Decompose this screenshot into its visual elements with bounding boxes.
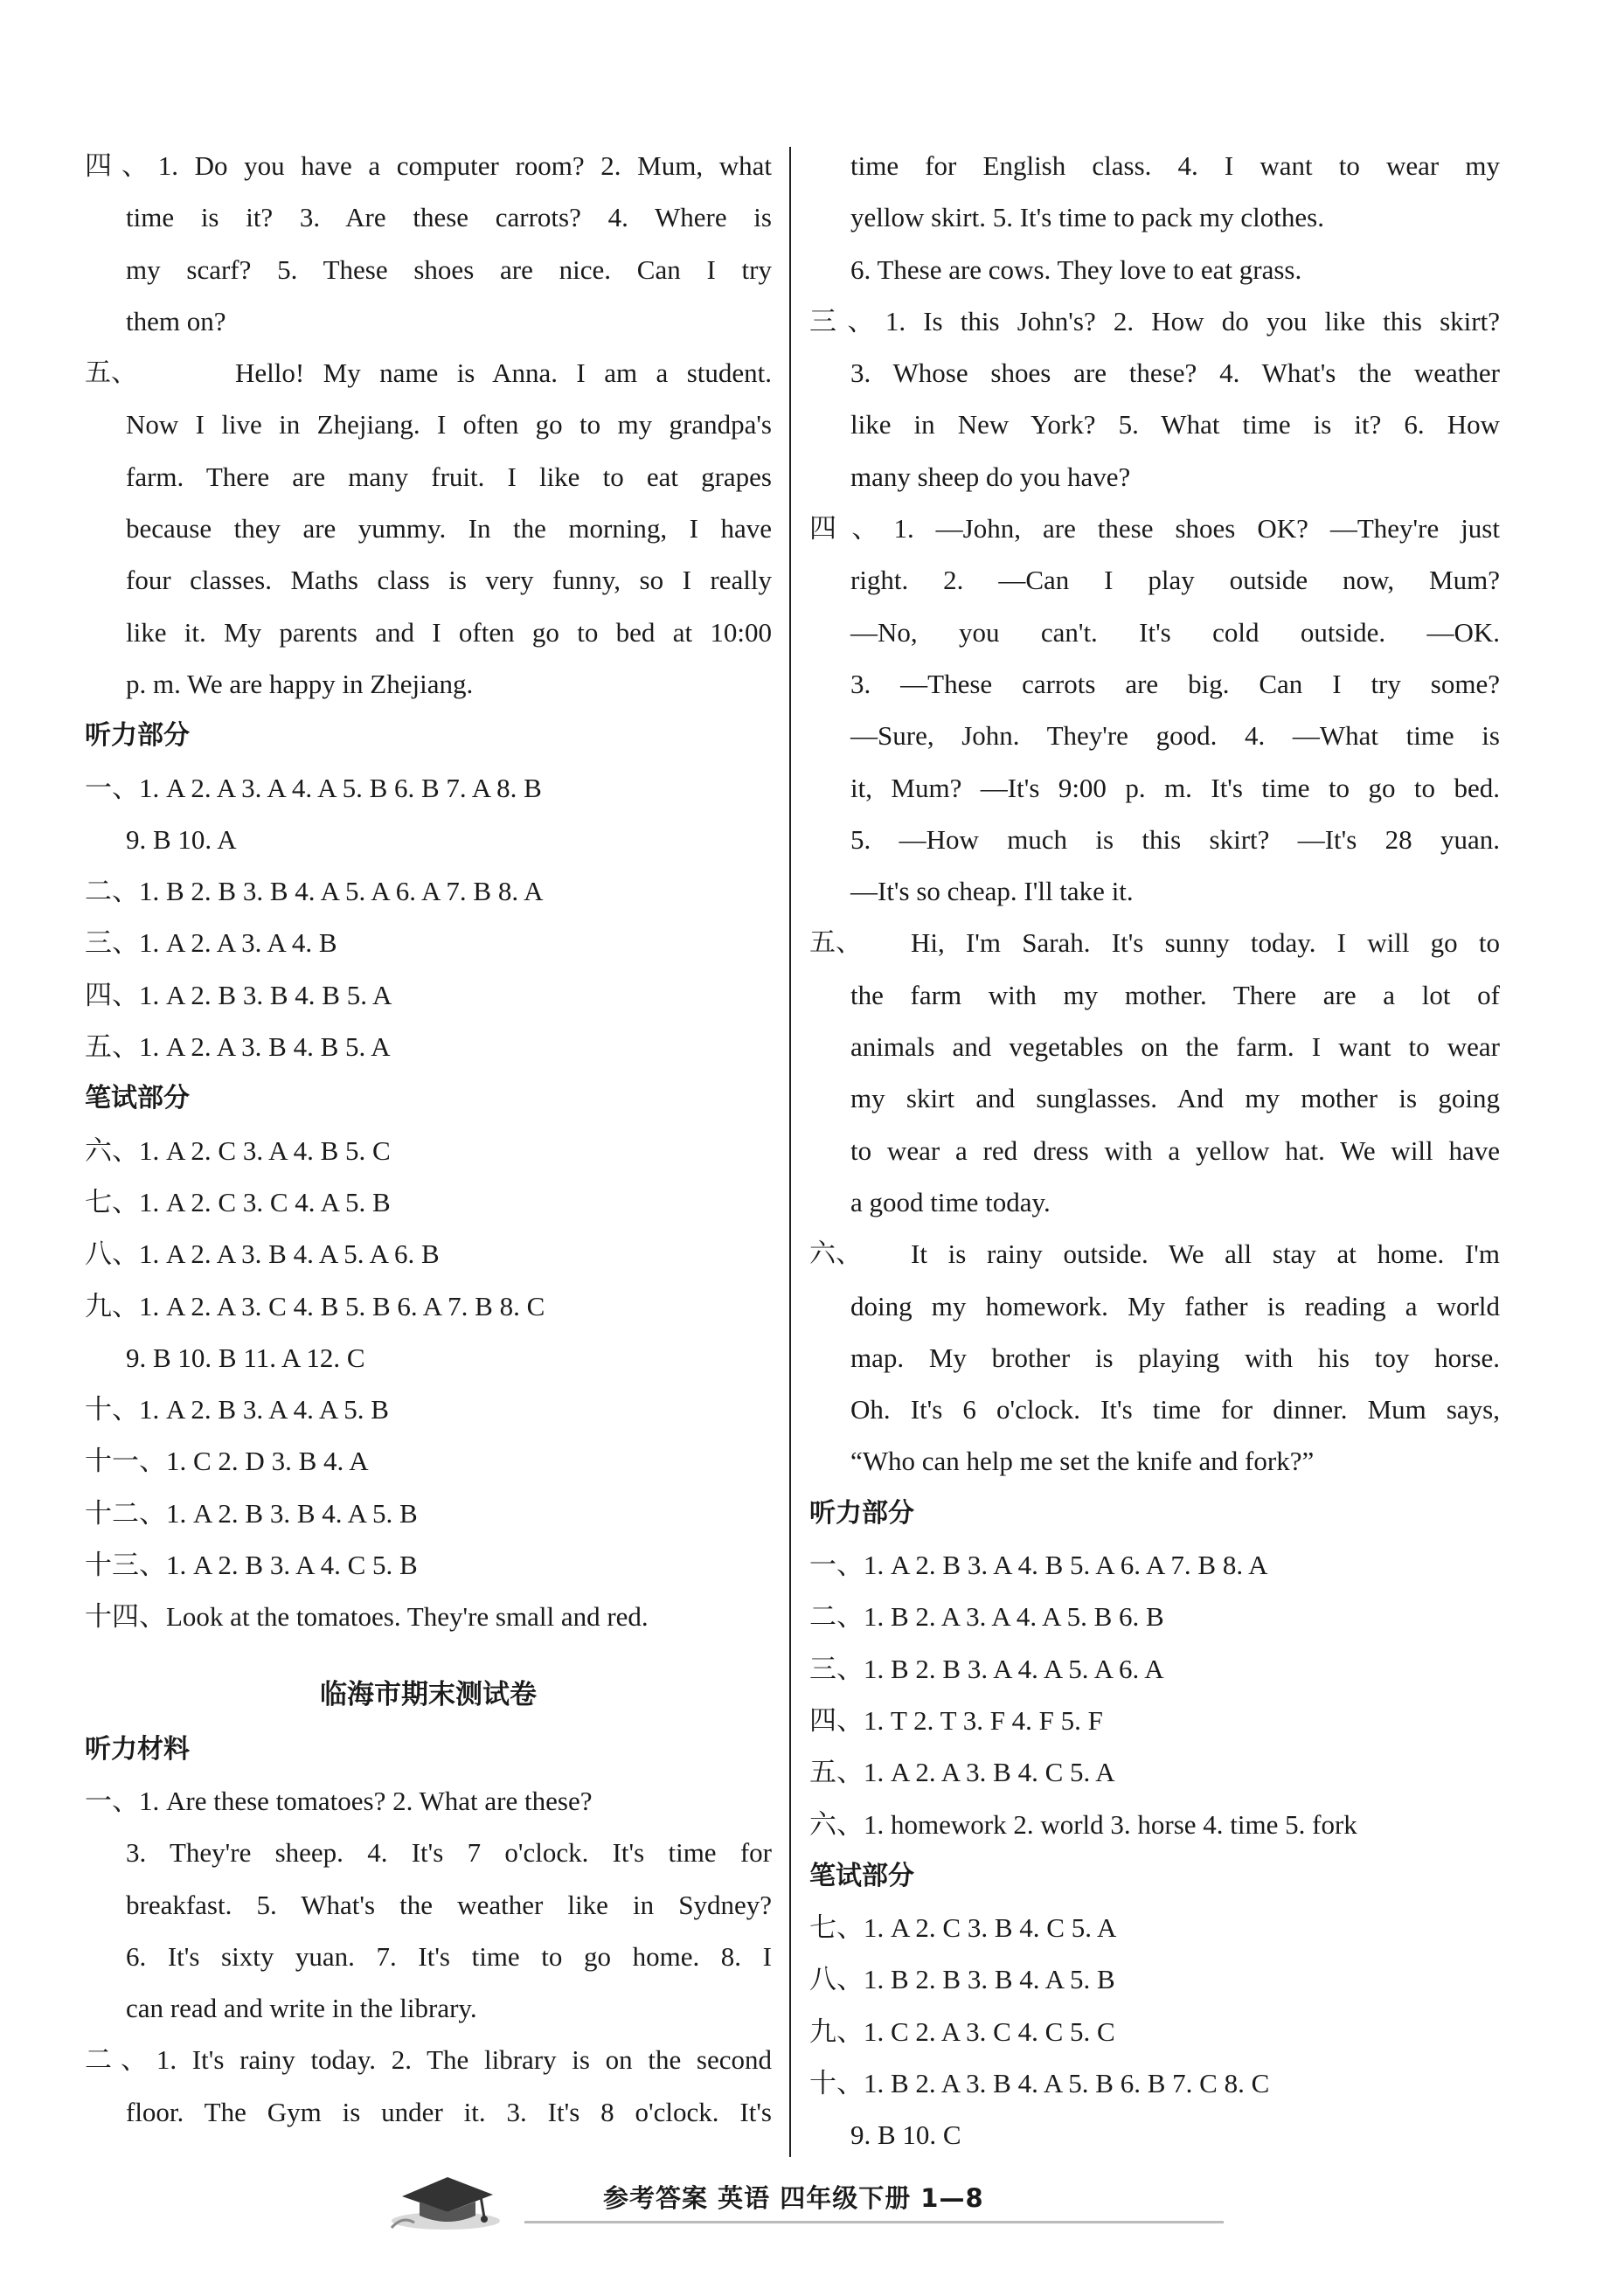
text-line: like in New York? 5. What time is it? 6. How [850,409,1500,440]
answer-line: 十、1. B 2. A 3. B 4. A 5. B 6. B 7. C 8. C [809,2067,1270,2098]
answer-line: 十二、1. A 2. B 3. B 4. A 5. B [85,1497,418,1529]
text-line: to wear a red dress with a yellow hat. We will have [850,1134,1500,1166]
answer-line: 十、1. A 2. B 3. A 4. A 5. B [85,1394,389,1425]
answer-line: 十四、Look at the tomatoes. They're small and red. [85,1601,649,1633]
text-line: 6. These are cows. They love to eat grass. [850,253,1302,285]
text-line: time is it? 3. Are these carrots? 4. Where is [126,202,772,233]
text-line: a good time today. [850,1186,1051,1217]
text-line: animals and vegetables on the farm. I want to wear [850,1031,1500,1063]
answer-line: 八、1. B 2. B 3. B 4. A 5. B [809,1964,1115,1995]
text-line: my skirt and sunglasses. And my mother is going [850,1083,1500,1114]
left-column [85,140,772,2138]
text-line: farm. There are many fruit. I like to eat grapes [126,461,772,492]
answer-line: 一、1. A 2. A 3. A 4. A 5. B 6. B 7. A 8. B [85,772,542,803]
text-line: 6. It's sixty yuan. 7. It's time to go home. 8. I [126,1940,772,1972]
text-line: 5. —How much is this skirt? —It's 28 yuan. [850,823,1500,855]
text-line: the farm with my mother. There are a lot of [850,979,1500,1010]
exam-title: 临海市期末测试卷 [320,1678,537,1710]
text-line: 五、 Hi, I'm Sarah. It's sunny today. I will go to [809,917,1500,968]
text-line: —No, you can't. It's cold outside. —OK. [850,616,1500,648]
text-line: my scarf? 5. These shoes are nice. Can I try [126,253,772,285]
answer-line: 六、1. homework 2. world 3. horse 4. time 5. fork [809,1808,1357,1840]
section-heading: 听力部分 [85,720,190,752]
page-footer [0,2146,1603,2251]
text-line: can read and write in the library. [126,1993,477,2024]
answer-line: 六、1. A 2. C 3. A 4. B 5. C [85,1134,391,1166]
text-line: 3. —These carrots are big. Can I try some? [850,668,1500,699]
answer-line: 二、1. B 2. A 3. A 4. A 5. B 6. B [809,1601,1164,1633]
answer-line: 三、1. B 2. B 3. A 4. A 5. A 6. A [809,1653,1164,1684]
footer-text: 参考答案 英语 四年级下册 1—8 [603,2183,984,2213]
section-heading: 笔试部分 [809,1860,914,1891]
text-line: —It's so cheap. I'll take it. [850,876,1134,907]
answer-line: 八、1. A 2. A 3. B 4. A 5. A 6. B [85,1238,440,1270]
text-line: 四、1. —John, are these shoes OK? —They're just [809,513,1500,545]
text-line: 三、1. Is this John's? 2. How do you like this skirt? [809,305,1500,336]
answer-line: 十三、1. A 2. B 3. A 4. C 5. B [85,1550,418,1581]
answer-line: 三、1. A 2. A 3. A 4. B [85,927,337,959]
section-label: 六、 [809,1238,862,1270]
text-line: time for English class. 4. I want to wear my [850,150,1500,181]
text-line: right. 2. —Can I play outside now, Mum? [850,565,1500,596]
section-label: 五、 [809,927,862,959]
answer-line: 十一、1. C 2. D 3. B 4. A [85,1446,369,1477]
answer-line: 9. B 10. B 11. A 12. C [126,1342,365,1373]
answer-line: 九、1. C 2. A 3. C 4. C 5. C [809,2015,1115,2047]
answer-line: 七、1. A 2. C 3. C 4. A 5. B [85,1186,391,1217]
text-line: Now I live in Zhejiang. I often go to my grandpa's [126,409,772,440]
text-line: many sheep do you have? [850,461,1131,492]
text-line: 四、1. Do you have a computer room? 2. Mum, what [85,150,772,181]
text-line: doing my homework. My father is reading a world [850,1290,1500,1321]
text-line: breakfast. 5. What's the weather like in Sydney? [126,1889,772,1920]
answer-line: 四、1. T 2. T 3. F 4. F 5. F [809,1704,1103,1736]
text-line: 二、1. It's rainy today. 2. The library is on the second [85,2044,772,2076]
text-line: 3. They're sheep. 4. It's 7 o'clock. It's time for [126,1837,772,1869]
section-label: 五、 [85,357,137,389]
answer-line: 五、1. A 2. A 3. B 4. B 5. A [85,1031,391,1063]
answer-line: 9. B 10. A [126,823,237,855]
answer-line: 七、1. A 2. C 3. B 4. C 5. A [809,1912,1117,1944]
text-line: map. My brother is playing with his toy horse. [850,1342,1500,1373]
text-line: 五、 Hello! My name is Anna. I am a student. [85,347,772,399]
text-line: —Sure, John. They're good. 4. —What time is [850,720,1500,752]
graduation-cap-icon [385,2167,507,2237]
section-heading: 听力部分 [809,1497,914,1529]
text-line: 六、 It is rainy outside. We all stay at home. I'm [809,1228,1500,1280]
answer-line: 二、1. B 2. B 3. B 4. A 5. A 6. A 7. B 8. A [85,876,544,907]
answer-line: 一、1. A 2. B 3. A 4. B 5. A 6. A 7. B 8. A [809,1550,1268,1581]
text-line: yellow skirt. 5. It's time to pack my clothes. [850,202,1324,233]
text-line: because they are yummy. In the morning, I have [126,513,772,545]
answer-line: 9. B 10. C [850,2119,961,2151]
text-line: p. m. We are happy in Zhejiang. [126,668,474,699]
answer-line: 五、1. A 2. A 3. B 4. C 5. A [809,1757,1115,1788]
text-line: 3. Whose shoes are these? 4. What's the weather [850,357,1500,389]
answer-line: 九、1. A 2. A 3. C 4. B 5. B 6. A 7. B 8. C [85,1290,545,1321]
text-line: Oh. It's 6 o'clock. It's time for dinner. Mum says, [850,1394,1500,1425]
text-line: four classes. Maths class is very funny, so I really [126,565,772,596]
answer-line: 四、1. A 2. B 3. B 4. B 5. A [85,979,392,1010]
text-line: like it. My parents and I often go to bed at 10:00 [126,616,772,648]
section-heading: 听力材料 [85,1733,190,1765]
text-line: “Who can help me set the knife and fork?” [850,1446,1315,1477]
text-line: them on? [126,305,226,336]
text-line: 一、1. Are these tomatoes? 2. What are these? [85,1785,593,1816]
right-column [809,140,1500,2161]
section-heading: 笔试部分 [85,1083,190,1114]
text-line: floor. The Gym is under it. 3. It's 8 o'clock. It's [126,2096,772,2127]
column-divider [789,147,791,2157]
footer-line [524,2221,1224,2223]
text-line: it, Mum? —It's 9:00 p. m. It's time to go to bed. [850,772,1500,803]
